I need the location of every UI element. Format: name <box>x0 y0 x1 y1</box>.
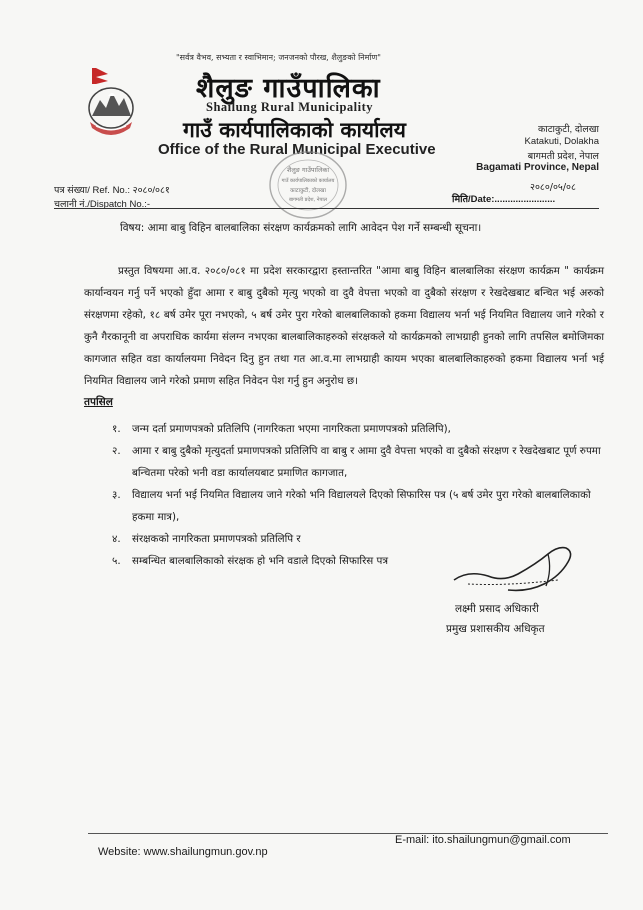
list-text: संरक्षकको नागरिकता प्रमाणपत्रको प्रतिलिपि र <box>132 533 301 545</box>
stamp-line-1: शैलुङ गाउँपालिका <box>286 166 330 174</box>
stamp-line-3: काटाकुटी, दोलखा <box>290 188 326 194</box>
government-emblem-icon <box>86 66 136 142</box>
date-label: मिति/Date:....................... <box>452 194 556 205</box>
subject-line: विषय: आमा बाबु विहिन बालबालिका संरक्षण कार्यक्रमको लागि आवेदन पेश गर्ने सम्बन्धी सूचना। <box>120 222 482 234</box>
signatory-name: लक्ष्मी प्रसाद अधिकारी <box>455 603 539 615</box>
list-number: ४. <box>112 533 121 545</box>
list-number: १. <box>112 423 121 435</box>
date-value: २०८०/०५/०८ <box>530 182 576 193</box>
municipality-name-english: Shailung Rural Municipality <box>206 100 374 114</box>
ref-value: २०८०/०८१ <box>132 185 170 196</box>
office-name-nepali: गाउँ कार्यपालिकाको कार्यालय <box>183 117 406 142</box>
motto: "सर्वत्र वैभव, सभ्यता र स्वाभिमान; जनजनको पौरख, शैलुङको निर्माण" <box>176 53 381 62</box>
list-item <box>112 440 604 484</box>
address-line-2: Katakuti, Dolakha <box>524 136 599 147</box>
list-item <box>112 418 604 440</box>
list-number: ५. <box>112 555 121 567</box>
list-text: जन्म दर्ता प्रमाणपत्रको प्रतिलिपि (नागरिकता भएमा नागरिकता प्रमाणपत्रको प्रतिलिपि), <box>132 423 451 435</box>
ref-label: पत्र संख्या/ Ref. No.: <box>54 185 130 196</box>
footer-divider <box>88 833 608 834</box>
dispatch-number: चलानी नं./Dispatch No.:- <box>54 199 151 210</box>
list-text: विद्यालय भर्ना भई नियमित विद्यालय जाने गरेको भनि विद्यालयले दिएको सिफारिस पत्र (५ बर्ष उमेर पुरा गरेको बालबालिकाको हकमा मात्र), <box>132 489 591 523</box>
list-number: २. <box>112 445 121 457</box>
office-stamp <box>266 148 350 222</box>
stamp-line-4: बागमती प्रदेश, नेपाल <box>288 197 328 203</box>
list-number: ३. <box>112 489 121 501</box>
address-line-3: बागमती प्रदेश, नेपाल <box>527 151 599 162</box>
handwritten-signature <box>448 540 583 600</box>
reference-number <box>54 183 170 196</box>
address-line-1: काटाकुटी, दोलखा <box>537 124 599 135</box>
municipality-name-nepali: शैलुङ गाउँपालिका <box>196 73 381 104</box>
footer-website: Website: www.shailungmun.gov.np <box>98 846 268 858</box>
office-name-english: Office of the Rural Municipal Executive <box>158 141 436 158</box>
signatory-title: प्रमुख प्रशासकीय अधिकृत <box>446 623 545 635</box>
body-paragraph: प्रस्तुत विषयमा आ.व. २०८०/०८१ मा प्रदेश सरकारद्वारा हस्तान्तरित "आमा बाबु विहिन बालबालिका संरक्षण कार्यक्रम " कार्यक्रम कार्यान्वयन गर्नु पर्ने भएको हुँदा आमा र बाबु दुबैको मृत्यु भएको वा दुवै वेपत्ता भएको वा दुबैको संरक्षण र रेखदेखबाट बन्चित भई अरुको संरक्षणमा रहेको, १८ बर्ष उमेर पूरा नभएको, ५ बर्ष उमेर पुरा गरेको बालबालिकाको हकमा विद्यालय भर्ना भई नियमित विद्यालय जाने गरेको र कुनै गैरकानूनी वा अपराधिक कार्यमा संलग्न नभएका बालबालिकाहरुको संरक्षकले यो कार्यक्रमको लाभग्राही हुनको लागि तपसिल बमोजिमका कागजात सहित वडा कार्यालयमा निवेदन दिनु हुन तथा गत आ.व.मा लाभग्राही कायम भएका बालबालिकाहरुको हकमा विद्यालय भर्ना भई नियमित विद्यालय जाने गरेको प्रमाण सहित निवेदन पेश गर्नु हुन अनुरोध छ। <box>84 265 604 387</box>
letter-body <box>84 260 604 392</box>
stamp-line-2: गाउँ कार्यपालिकाको कार्यालय <box>281 178 335 184</box>
list-text: आमा र बाबु दुबैको मृत्युदर्ता प्रमाणपत्रको प्रतिलिपि वा बाबु र आमा दुवै वेपत्ता भएको वा दुबैको संरक्षण र रेखदेखबाट पूर्ण रुपमा बन्चितमा परेको भनी वडा कार्यालयबाट प्रमाणित कागजात, <box>132 445 601 479</box>
list-text: सम्बन्धित बालबालिकाको संरक्षक हो भनि वडाले दिएको सिफारिस पत्र <box>132 555 389 567</box>
list-item <box>112 484 604 528</box>
header-divider <box>54 208 599 209</box>
tapsil-heading: तपसिल <box>84 396 113 408</box>
address-line-4: Bagamati Province, Nepal <box>476 162 599 173</box>
footer-email: E-mail: ito.shailungmun@gmail.com <box>395 834 571 846</box>
